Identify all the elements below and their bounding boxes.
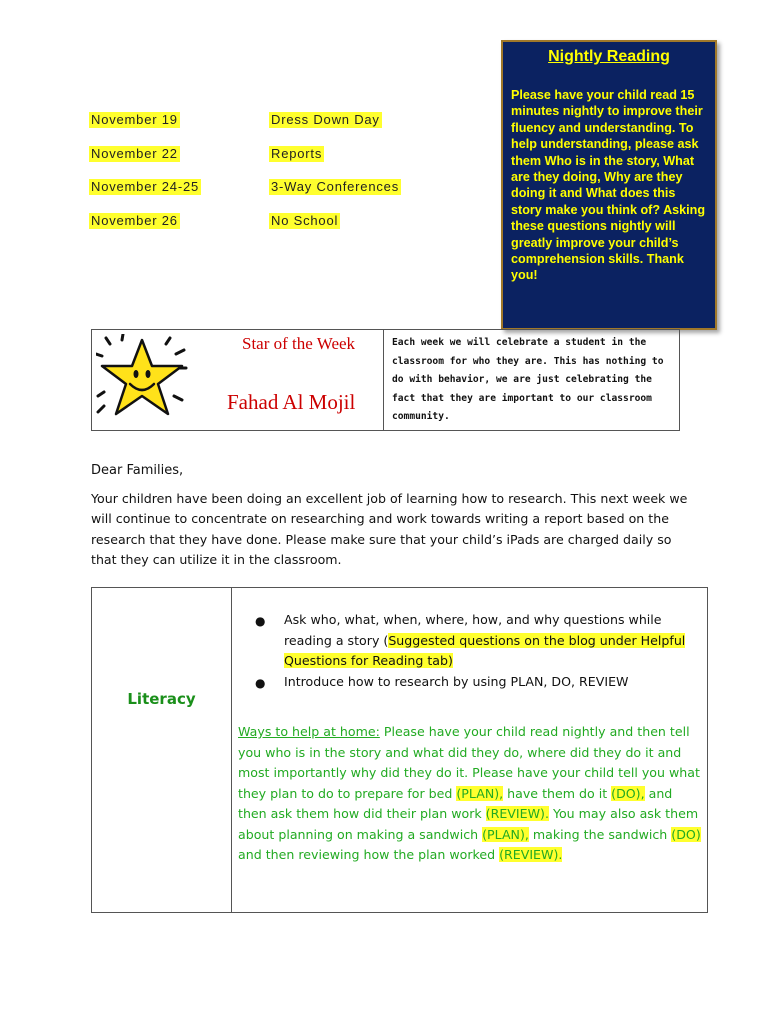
help-text: have them do it (503, 785, 612, 801)
event-name: Dress Down Day (271, 112, 380, 127)
help-highlight: (PLAN), (482, 826, 529, 842)
event-name: Reports (271, 146, 323, 161)
event-date: November 24-25 (91, 179, 200, 194)
star-of-week-table (91, 329, 680, 431)
bullet-icon: ● (255, 614, 266, 628)
nightly-reading-title: Nightly Reading (548, 48, 670, 65)
literacy-bullet-2: Introduce how to research by using PLAN, DO, REVIEW (284, 674, 629, 689)
event-name: 3-Way Conferences (271, 179, 399, 194)
star-icon (96, 334, 188, 426)
nightly-reading-box (501, 40, 717, 330)
bullet-icon: ● (255, 676, 266, 690)
table-divider (383, 330, 384, 430)
star-of-week-title: Star of the Week (242, 334, 356, 353)
bullet-highlight: Suggested questions on the blog under Helpful Questions for Reading tab) (284, 632, 686, 668)
help-text: and then ask them how did their plan work (238, 785, 673, 821)
help-text: Please have your child read nightly and then tell you who is in the story and what did they do, where did they do it and most importantly why did they do it. Please have your child tell you what they plan to do to prepare for bed (238, 724, 700, 801)
literacy-bullet-1 (284, 610, 694, 672)
help-highlight: (DO) (671, 826, 701, 842)
bullet-text: Ask who, what, when, where, how, and why questions while reading a story ( (284, 612, 662, 648)
help-highlight: (PLAN), (456, 785, 504, 801)
letter-greeting: Dear Families, (91, 463, 184, 478)
event-date: November 22 (91, 146, 178, 161)
star-description: Each week we will celebrate a student in the classroom for who they are. This has nothing to do with behavior, we are just celebrating the fact that they are important to our classroom community. (392, 337, 664, 423)
help-text: making the sandwich (528, 826, 672, 842)
help-heading: Ways to help at home: (238, 724, 380, 739)
star-student-name: Fahad Al Mojil (227, 390, 356, 414)
help-at-home-paragraph (238, 722, 704, 866)
literacy-label: Literacy (127, 690, 196, 708)
help-highlight: (REVIEW). (485, 806, 549, 821)
help-text: and then reviewing how the plan worked (238, 847, 500, 862)
help-highlight: (DO), (611, 785, 645, 801)
event-date: November 26 (91, 213, 178, 228)
event-date: November 19 (91, 112, 178, 127)
nightly-reading-body: Please have your child read 15 minutes nightly to improve their fluency and understanding. To help understanding, please ask them Who is in the story, What are they doing, Why are they doing it and What does this story make you think of? Asking these questions nightly will greatly improve your child’s comprehension skills. Thank you! (511, 88, 706, 283)
letter-body: Your children have been doing an excellent job of learning how to research. This next week we will continue to concentrate on researching and work towards writing a report based on the research that they have done. Please make sure that your child’s iPads are charged daily so that they can utilize it in the classroom. (91, 491, 688, 567)
help-highlight: (REVIEW). (499, 847, 563, 862)
table-divider (231, 588, 232, 912)
literacy-table (91, 587, 708, 913)
event-name: No School (271, 213, 339, 228)
help-text: You may also ask them about planning on making a sandwich (238, 806, 699, 842)
